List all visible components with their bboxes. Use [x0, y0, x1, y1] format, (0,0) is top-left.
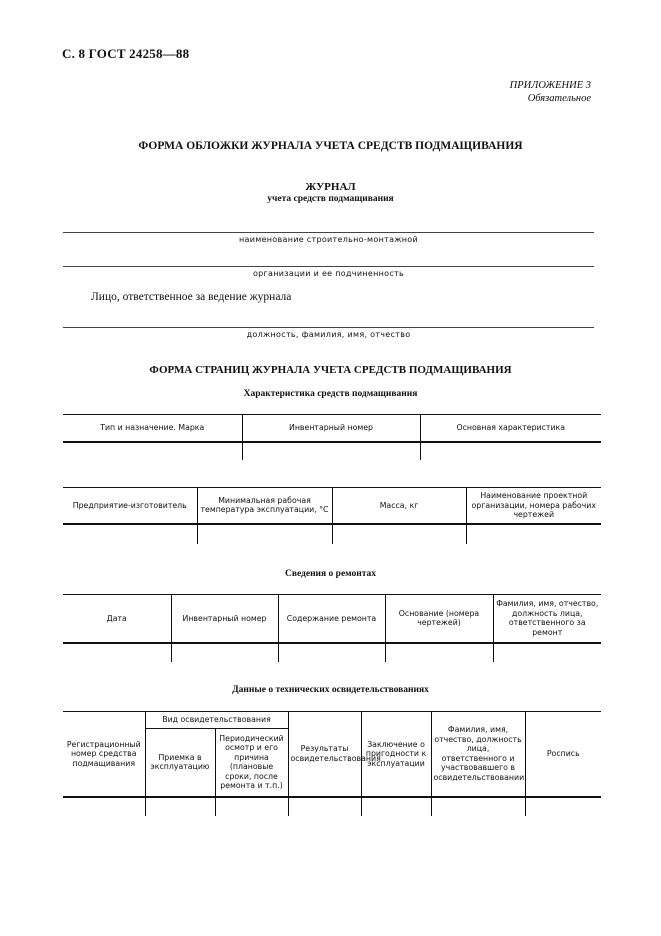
appendix-status: Обязательное — [527, 93, 591, 104]
table-row — [63, 524, 601, 544]
col-mass: Масса, кг — [332, 488, 466, 524]
col-suitability-conclusion: Заключение о пригодности к эксплуатации — [361, 712, 431, 797]
inspections-table — [63, 711, 601, 816]
col-basis-drawings: Основание (номера чертежей) — [385, 595, 493, 643]
appendix-label — [510, 79, 591, 105]
characteristics-title: Характеристика средств подмащивания — [243, 389, 418, 399]
journal-subtitle: учета средств подмащивания — [267, 194, 394, 204]
cover-form-title: ФОРМА ОБЛОЖКИ ЖУРНАЛА УЧЕТА СРЕДСТВ ПОДМАЩИВАНИЯ — [138, 140, 523, 152]
inspections-title: Данные о технических освидетельствованиях — [232, 685, 429, 695]
appendix-number: ПРИЛОЖЕНИЕ 3 — [509, 80, 591, 91]
responsible-person-label: Лицо, ответственное за ведение журнала — [91, 291, 292, 303]
col-manufacturer: Предприятие-изготовитель — [63, 488, 197, 524]
col-group-inspection-type: Вид освидетельствования — [145, 712, 288, 729]
characteristics-table-2 — [63, 487, 601, 544]
page-header: С. 8 ГОСТ 24258—88 — [62, 46, 190, 61]
caption-organization: наименование строительно-монтажной — [238, 235, 419, 244]
journal-title: ЖУРНАЛ — [305, 181, 356, 193]
col-registration-number: Регистрационный номер средства подмащивания — [63, 712, 145, 797]
col-repair-inventory-number: Инвентарный номер — [171, 595, 278, 643]
fill-line-organization — [63, 232, 594, 233]
col-repair-responsible: Фамилия, имя, отчество, должность лица, ответственного за ремонт — [493, 595, 601, 643]
col-min-temperature: Минимальная рабочая температура эксплуатации, °С — [197, 488, 332, 524]
fill-line-subordination — [63, 266, 594, 267]
col-inventory-number: Инвентарный номер — [242, 415, 420, 442]
col-design-organization: Наименование проектной организации, номера рабочих чертежей — [466, 488, 601, 524]
col-date: Дата — [63, 595, 171, 643]
col-signature: Роспись — [525, 712, 601, 797]
col-inspection-results: Результаты освидетельствования — [288, 712, 361, 797]
table-row — [63, 643, 601, 662]
repairs-table — [63, 594, 601, 662]
pages-form-title: ФОРМА СТРАНИЦ ЖУРНАЛА УЧЕТА СРЕДСТВ ПОДМАЩИВАНИЯ — [149, 364, 512, 376]
table-row — [63, 797, 601, 816]
repairs-title: Сведения о ремонтах — [284, 569, 377, 579]
col-main-characteristic: Основная характеристика — [420, 415, 601, 442]
col-type-mark: Тип и назначение. Марка — [63, 415, 242, 442]
fill-line-responsible — [63, 327, 594, 328]
col-periodic-inspection: Периодический осмотр и его причина (плановые сроки, после ремонта и т.п.) — [215, 729, 288, 797]
caption-subordination: организации и ее подчиненность — [252, 269, 405, 278]
characteristics-table-1 — [63, 414, 601, 460]
col-acceptance: Приемка в эксплуатацию — [145, 729, 215, 797]
caption-responsible: должность, фамилия, имя, отчество — [246, 330, 411, 339]
col-repair-content: Содержание ремонта — [278, 595, 385, 643]
col-inspection-responsible: Фамилия, имя, отчество, должность лица, ответственного и участвовавшего в освидетельствовании — [431, 712, 525, 797]
table-row — [63, 442, 601, 460]
